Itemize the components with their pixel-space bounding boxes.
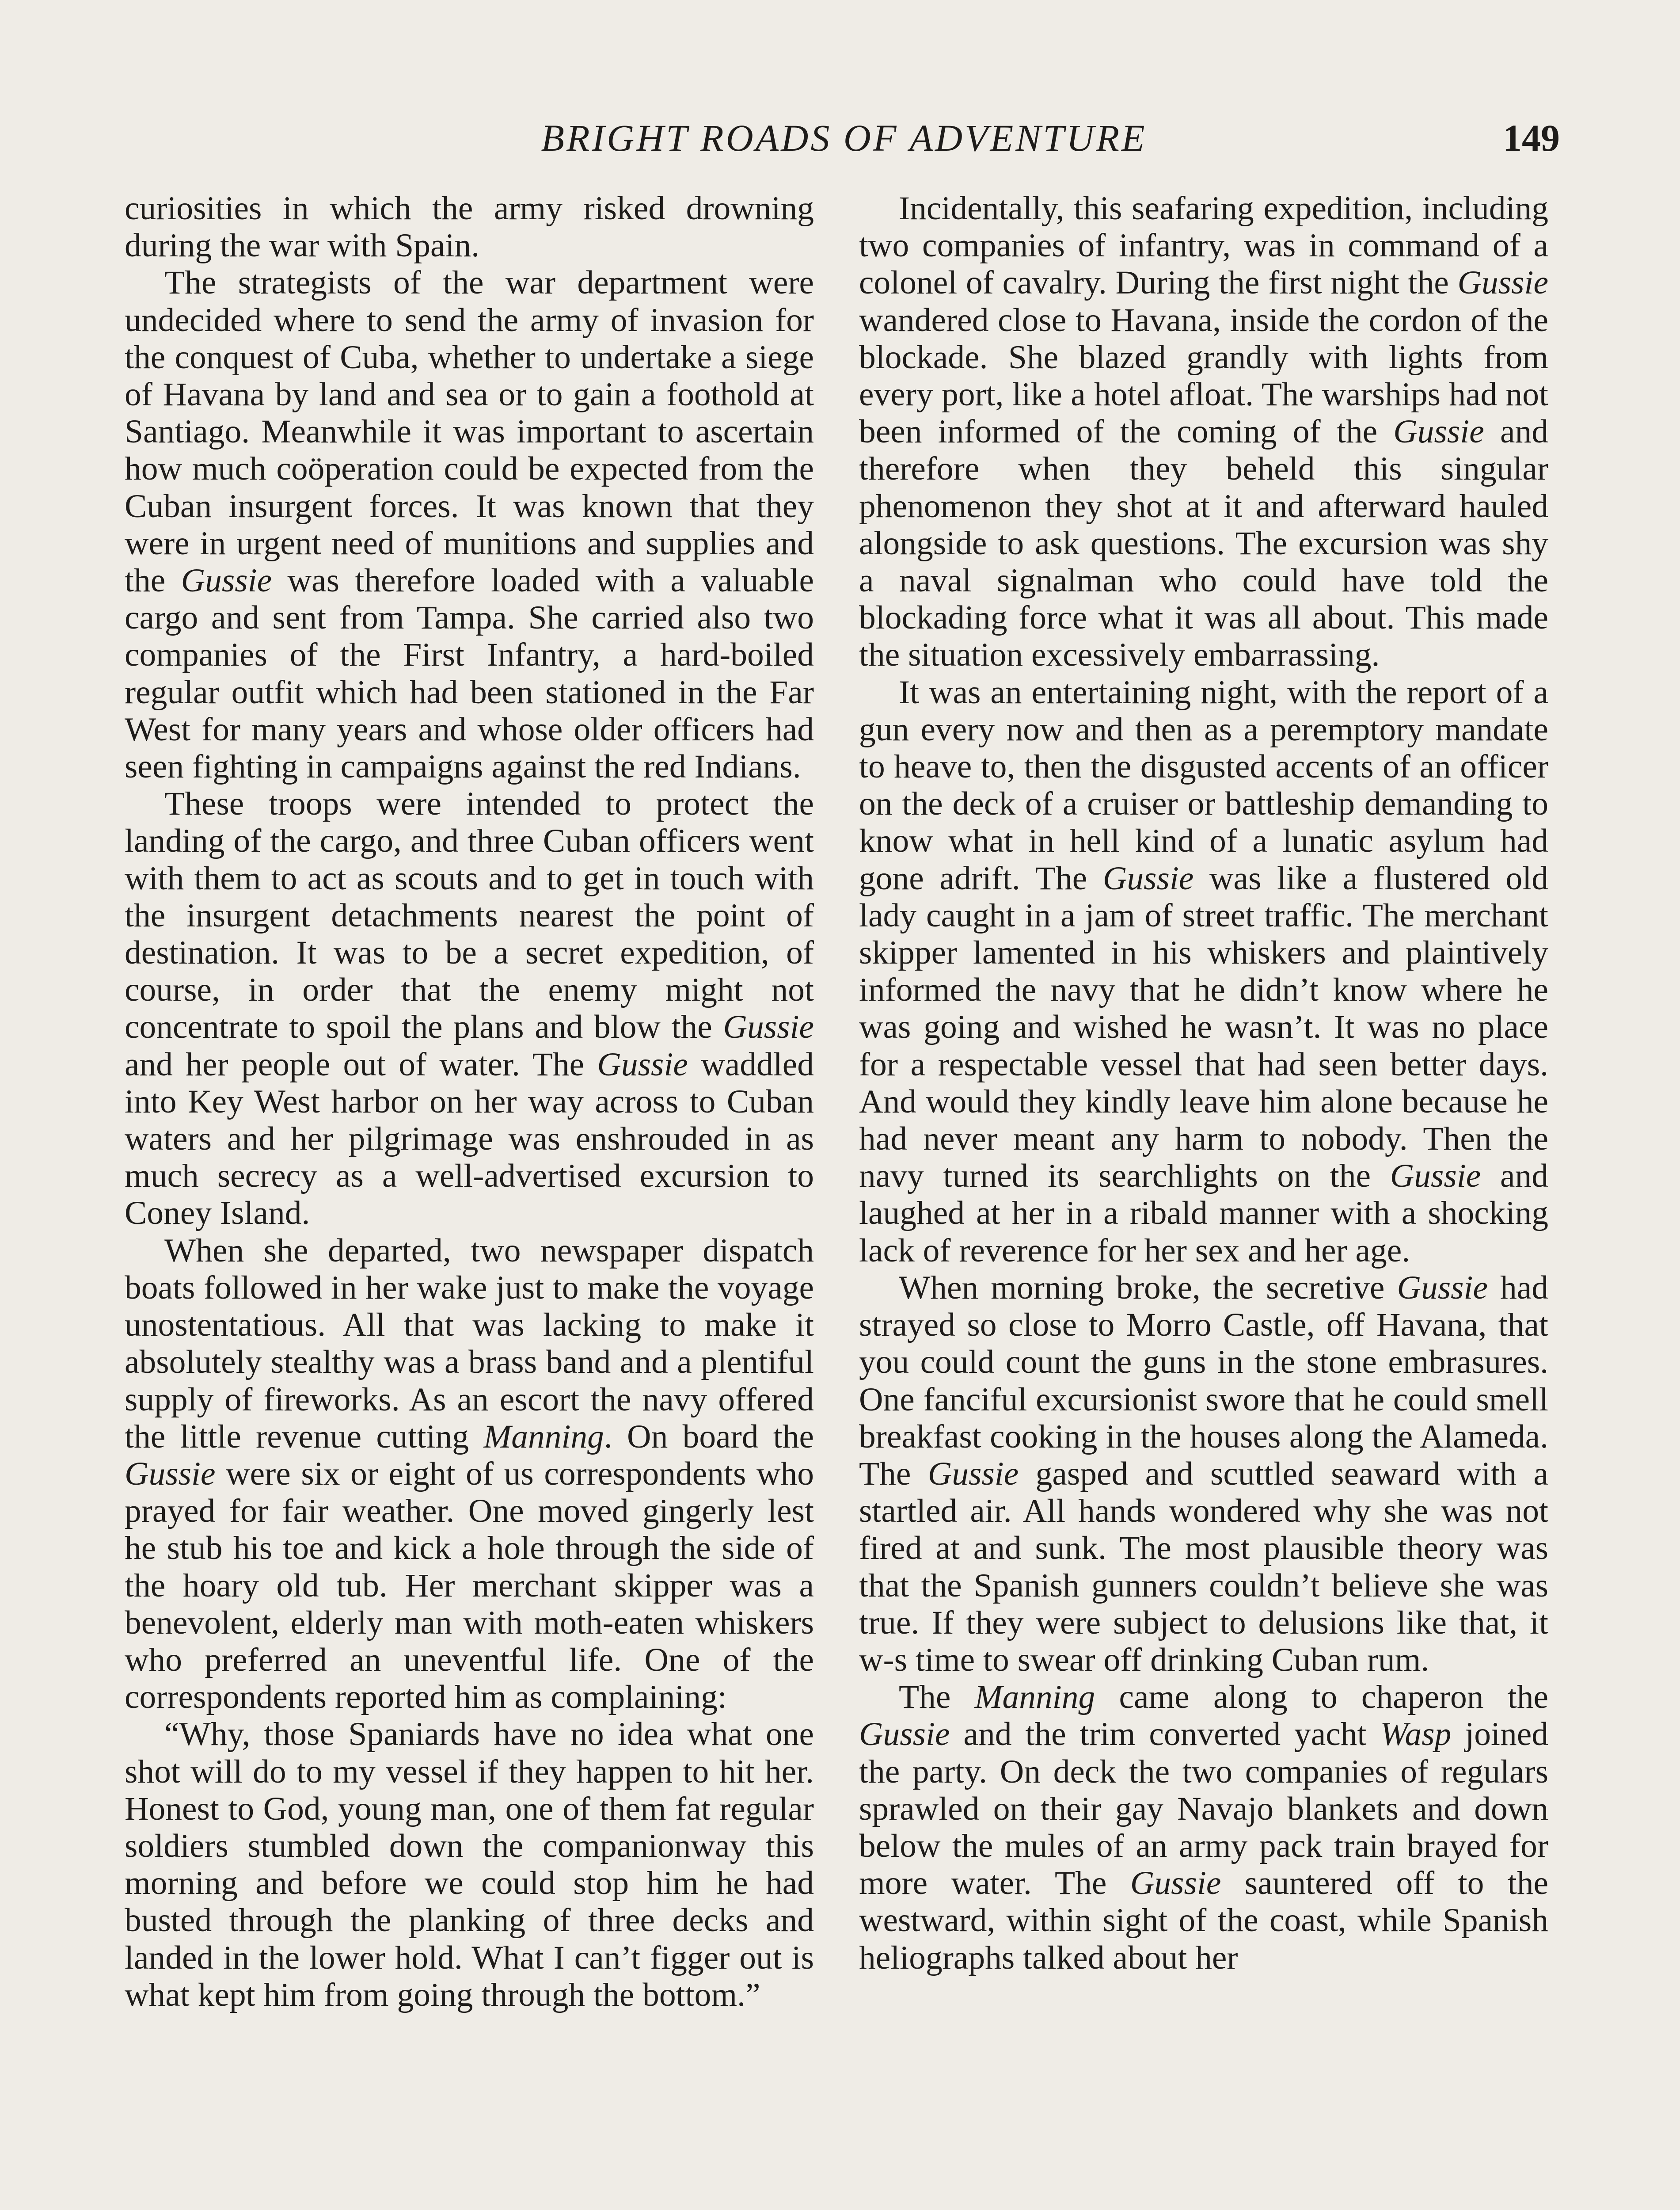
paragraph: The Manning came along to chaperon the Gussie and the trim converted yacht Wasp joined the party. On deck the two companies of regulars sprawled on their gay Navajo blankets and down below the mules of an army pack train brayed for more water. The Gussie sauntered off to the westward, within sight of the coast, while Spanish heliographs talked about her bbox=[859, 1679, 1548, 1976]
paragraph: When she departed, two newspaper dispatch boats followed in her wake just to make the voyage unostentatious. All that was lacking to make it absolutely stealthy was a brass band and a plentiful supply of fireworks. As an escort the navy offered the little revenue cutting Manning. On board the Gussie were six or eight of us correspondents who prayed for fair weather. One moved gingerly lest he stub his toe and kick a hole through the side of the hoary old tub. Her merchant skipper was a benevolent, elderly man with moth-eaten whiskers who preferred an uneventful life. One of the correspondents reported him as complaining: bbox=[125, 1232, 814, 1716]
ship-name: Wasp bbox=[1380, 1716, 1452, 1753]
ship-name: Gussie bbox=[859, 1716, 950, 1753]
right-column bbox=[859, 190, 1548, 1977]
left-column bbox=[125, 190, 814, 2014]
page-header bbox=[128, 116, 1560, 164]
ship-name: Gussie bbox=[1457, 264, 1548, 301]
ship-name: Gussie bbox=[1102, 860, 1194, 897]
paragraph: The strategists of the war department were undecided where to send the army of invasion for the conquest of Cuba, whether to undertake a siege of Havana by land and sea or to gain a foothold at Santiago. Meanwhile it was important to ascertain how much coöperation could be expected from the Cuban insurgent forces. It was known that they were in urgent need of munitions and supplies and the Gussie was therefore loaded with a valuable cargo and sent from Tampa. She carried also two companies of the First Infantry, a hard-boiled regular outfit which had been stationed in the Far West for many years and whose older officers had seen fighting in campaigns against the red Indians. bbox=[125, 264, 814, 785]
paragraph: These troops were intended to protect the landing of the cargo, and three Cuban officers went with them to act as scouts and to get in touch with the insurgent detachments nearest the point of destination. It was to be a secret expedition, of course, in order that the enemy might not concentrate to spoil the plans and blow the Gussie and her people out of water. The Gussie waddled into Key West harbor on her way across to Cuban waters and her pilgrimage was enshrouded in as much secrecy as a well-advertised excursion to Coney Island. bbox=[125, 785, 814, 1232]
ship-name: Gussie bbox=[125, 1455, 216, 1492]
running-title: BRIGHT ROADS OF ADVENTURE bbox=[541, 117, 1147, 159]
ship-name: Gussie bbox=[1390, 1158, 1481, 1195]
ship-name: Gussie bbox=[1130, 1865, 1221, 1902]
paragraph: Incidentally, this seafaring expedition, including two companies of infantry, was in command of a colonel of cavalry. During the first night the Gussie wandered close to Havana, inside the cordon of the blockade. She blazed grandly with lights from every port, like a hotel afloat. The warships had not been informed of the coming of the Gussie and therefore when they beheld this singular phenomenon they shot at it and afterward hauled alongside to ask questions. The excursion was shy a naval signalman who could have told the blockading force what it was all about. This made the situation excessively embarrassing. bbox=[859, 190, 1548, 674]
ship-name: Gussie bbox=[723, 1009, 814, 1046]
paragraph: curiosities in which the army risked drowning during the war with Spain. bbox=[125, 190, 814, 264]
paragraph: It was an entertaining night, with the report of a gun every now and then as a peremptory mandate to heave to, then the disgusted accents of an officer on the deck of a cruiser or battleship demanding to know what in hell kind of a lunatic asylum had gone adrift. The Gussie was like a flustered old lady caught in a jam of street traffic. The merchant skipper lamented in his whiskers and plaintively informed the navy that he didn’t know where he was going and wished he wasn’t. It was no place for a respectable vessel that had seen better days. And would they kindly leave him alone because he had never meant any harm to nobody. Then the navy turned its searchlights on the Gussie and laughed at her in a ribald manner with a shocking lack of reverence for her sex and her age. bbox=[859, 674, 1549, 1269]
ship-name: Gussie bbox=[1393, 413, 1484, 450]
page-number: 149 bbox=[1503, 117, 1560, 159]
paragraph: When morning broke, the secretive Gussie had strayed so close to Morro Castle, off Havana, that you could count the guns in the stone embrasures. One fanciful excursionist swore that he could smell breakfast cooking in the houses along the Alameda. The Gussie gasped and scuttled seaward with a startled air. All hands wondered why she was not fired at and sunk. The most plausible theory was that the Spanish gunners couldn’t believe she was true. If they were subject to delusions like that, it w‐s time to swear off drinking Cuban rum. bbox=[859, 1269, 1548, 1678]
ship-name: Manning bbox=[483, 1418, 604, 1455]
ship-name: Gussie bbox=[927, 1455, 1019, 1492]
ship-name: Manning bbox=[974, 1679, 1095, 1716]
ship-name: Gussie bbox=[181, 562, 272, 599]
ship-name: Gussie bbox=[1397, 1269, 1488, 1306]
ship-name: Gussie bbox=[597, 1046, 688, 1083]
paragraph: “Why, those Spaniards have no idea what one shot will do to my vessel if they happen to hit her. Honest to God, young man, one of them fat regular soldiers stumbled down the companionway this morning and before we could stop him he had busted through the planking of three decks and landed in the lower hold. What I can’t figger out is what kept him from going through the bottom.” bbox=[125, 1716, 814, 2013]
